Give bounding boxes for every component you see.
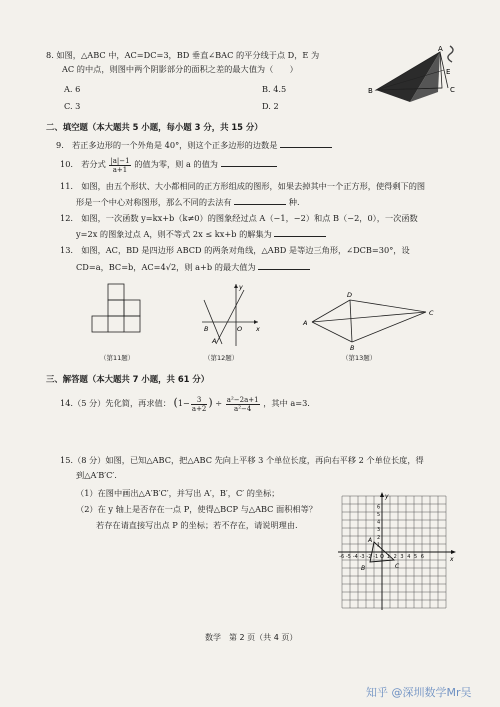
q8-label-b: B — [368, 87, 373, 95]
q15-part3: 若存在请直接写出点 P 的坐标；若不存在，请说明理由. — [96, 520, 298, 530]
q14-post: ，其中 a=3. — [263, 398, 310, 408]
q14-fraction-1 — [191, 396, 208, 413]
q10-numerator: |a|−1 — [110, 156, 130, 165]
fig12-label-a: A — [212, 337, 217, 345]
fig13-diagonal-ac — [312, 312, 426, 322]
page-footer: 数学 第 2 页（共 4 页） — [205, 633, 298, 642]
q12-line2-text: y=2x 的图象过点 A，则不等式 2x ≤ kx+b 的解集为 — [76, 229, 272, 239]
grid-y-tick-label: 3 — [377, 527, 381, 534]
fig13-caption: （第13题） — [342, 354, 377, 362]
fig12-line-2x — [216, 290, 244, 344]
q14: 14.（5 分）先化简，再求值： (1− $\frac{3}{a+2}$ ) ÷ $\frac{\text{a²−2a+1}}{\text{a²−4}}$ ，其中 a=3. — [60, 395, 310, 413]
q8-handwritten-mark — [448, 46, 453, 62]
q8-option-d: D. 2 — [262, 101, 279, 111]
q8-label-a: A — [438, 45, 443, 53]
q14-f1-denominator: a+2 — [191, 404, 207, 413]
grid-y-tick-label: 4 — [377, 519, 381, 526]
q10-post: 的值为零，则 a 的值为 — [134, 159, 218, 169]
fig13-quadrilateral — [298, 288, 446, 350]
q12-line1: 12. 如图，一次函数 y=kx+b（k≠0）的图象经过点 A（−1，−2）和点 B（−2，0），一次函数 — [60, 213, 418, 223]
q8-label-c: C — [450, 86, 455, 94]
q9-answer-blank[interactable] — [280, 139, 332, 148]
q10-denominator: a+1 — [112, 165, 128, 174]
q8-number: 8. — [46, 50, 54, 60]
fig13-side-dc — [350, 300, 426, 312]
q8-figure — [366, 44, 464, 106]
fig11-square-5 — [124, 316, 140, 332]
grid-x-tick-label: -6 — [339, 554, 345, 560]
grid-x-tick-label: 3 — [400, 554, 404, 560]
fig12-label-y: y — [239, 283, 243, 291]
grid-x-tick-label: 6 — [420, 554, 424, 560]
fig11-squares — [88, 280, 160, 346]
q15-label-y: y — [385, 493, 389, 500]
section-3-title: 三、解答题（本大题共 7 小题，共 61 分） — [46, 374, 210, 384]
grid-y-tick-label: 5 — [377, 512, 381, 518]
fig12-caption: （第12题） — [204, 354, 239, 362]
q15-part1: （1）在图中画出△A′B′C′，并写出 A′，B′，C′ 的坐标； — [76, 488, 280, 498]
grid-x-tick-label: 2 — [393, 554, 397, 560]
q14-f2-numerator: a²−2a+1 — [226, 395, 259, 404]
q11-answer-blank[interactable] — [234, 196, 286, 205]
q8-option-c: C. 3 — [64, 101, 81, 111]
fig11-square-4 — [92, 316, 108, 332]
fig11-square-1 — [108, 284, 124, 300]
q14-pre: 14.（5 分）先化简，再求值： — [60, 398, 171, 408]
grid-y-tick-label: 2 — [377, 534, 381, 541]
q14-one-minus: 1− — [177, 398, 190, 408]
q11-line2 — [76, 196, 300, 208]
q8-option-a: A. 6 — [64, 84, 81, 94]
grid-x-tick-label: -3 — [359, 554, 365, 560]
fig13-label-c: C — [429, 309, 434, 317]
fig11-caption: （第11题） — [100, 354, 135, 362]
grid-x-tick-label: O — [380, 554, 384, 560]
q8-label-e: E — [446, 68, 451, 76]
fig12-label-x: x — [256, 325, 260, 333]
fig13-side-ad — [312, 300, 350, 322]
fig12-graph — [196, 280, 266, 348]
grid-x-tick-label: 1 — [386, 554, 390, 560]
grid-x-tick-label: -4 — [352, 554, 358, 560]
q14-f1-numerator: 3 — [191, 396, 208, 405]
q13-answer-blank[interactable] — [258, 261, 310, 270]
q11-line1: 11. 如图，由五个形状、大小都相同的正方形组成的图形，如果去掉其中一个正方形，使得剩下的图 — [60, 181, 426, 191]
fig13-side-ba — [312, 322, 352, 342]
fig12-label-b: B — [204, 325, 209, 333]
grid-x-tick-label: 4 — [407, 554, 411, 560]
q15-part2: （2）在 y 轴上是否存在一点 P，使得△BCP 与△ABC 面积相等？ — [76, 504, 317, 514]
zhihu-watermark: 知乎 @深圳数学Mr吴 — [366, 686, 472, 699]
q12-line2 — [76, 228, 326, 240]
q15-coordinate-grid — [334, 492, 458, 612]
q13-line1: 13. 如图，AC，BD 是四边形 ABCD 的两条对角线，△ABD 是等边三角形，∠DCB=30°，设 — [60, 245, 410, 255]
q10-fraction — [109, 157, 130, 174]
fig11-square-2 — [108, 300, 124, 316]
q14-fraction-2 — [226, 396, 260, 413]
grid-x-tick-label: -1 — [373, 554, 379, 560]
q10-answer-blank[interactable] — [221, 158, 277, 167]
q8-line2: AC 的中点，则图中两个阴影部分的面积之差的最大值为（ ） — [62, 64, 298, 74]
fig11-square-3 — [124, 300, 140, 316]
section-2-title: 二、填空题（本大题共 5 小题，每小题 3 分，共 15 分） — [46, 122, 263, 132]
fig13-label-a: A — [303, 319, 308, 327]
q15-label-x: x — [450, 556, 454, 563]
q13-line2-text: CD=a，BC=b，AC=4√2，则 a+b 的最大值为 — [76, 262, 256, 272]
q8-text1: 如图，△ABC 中，AC=DC=3，BD 垂直∠BAC 的平分线于点 D，E 为 — [56, 50, 320, 60]
q15-line2: 到△A′B′C′. — [76, 470, 117, 480]
q14-f2-denominator: a²−4 — [234, 404, 252, 413]
grid-y-tick-label: 6 — [377, 504, 381, 511]
q9 — [56, 139, 332, 151]
q15-line1: 15.（8 分）如图，已知△ABC，把△ABC 先向上平移 3 个单位长度，再向右平移 2 个单位长度，得 — [60, 455, 424, 465]
grid-y-tick-label: 1 — [377, 542, 381, 549]
q15-label-c: C — [395, 563, 400, 570]
q8-line1 — [46, 50, 319, 61]
fig13-diagonal-bd — [350, 300, 352, 342]
q11-line2-text: 形是一个中心对称图形，那么不同的去法有 — [76, 197, 232, 207]
grid-x-tick-label: -5 — [346, 554, 351, 560]
q15-label-a: A — [368, 537, 373, 544]
fig13-label-b: B — [350, 344, 355, 350]
fig13-label-d: D — [347, 291, 353, 299]
q10-pre: 10. 若分式 — [60, 159, 106, 169]
q13-line2 — [76, 261, 310, 273]
q11-tail: 种. — [288, 197, 300, 207]
fig13-side-cb — [352, 312, 426, 342]
q8-option-b: B. 4.5 — [262, 84, 287, 94]
grid-x-tick-label: 5 — [414, 554, 418, 560]
q15-label-b: B — [361, 565, 366, 572]
grid-x-tick-label: -2 — [366, 554, 372, 560]
q10 — [60, 156, 277, 174]
q9-text: 9. 若正多边形的一个外角是 40°，则这个正多边形的边数是 — [56, 140, 278, 150]
q14-divide: ÷ — [215, 398, 223, 408]
q12-answer-blank[interactable] — [274, 228, 326, 237]
fig12-label-o: O — [237, 325, 243, 333]
